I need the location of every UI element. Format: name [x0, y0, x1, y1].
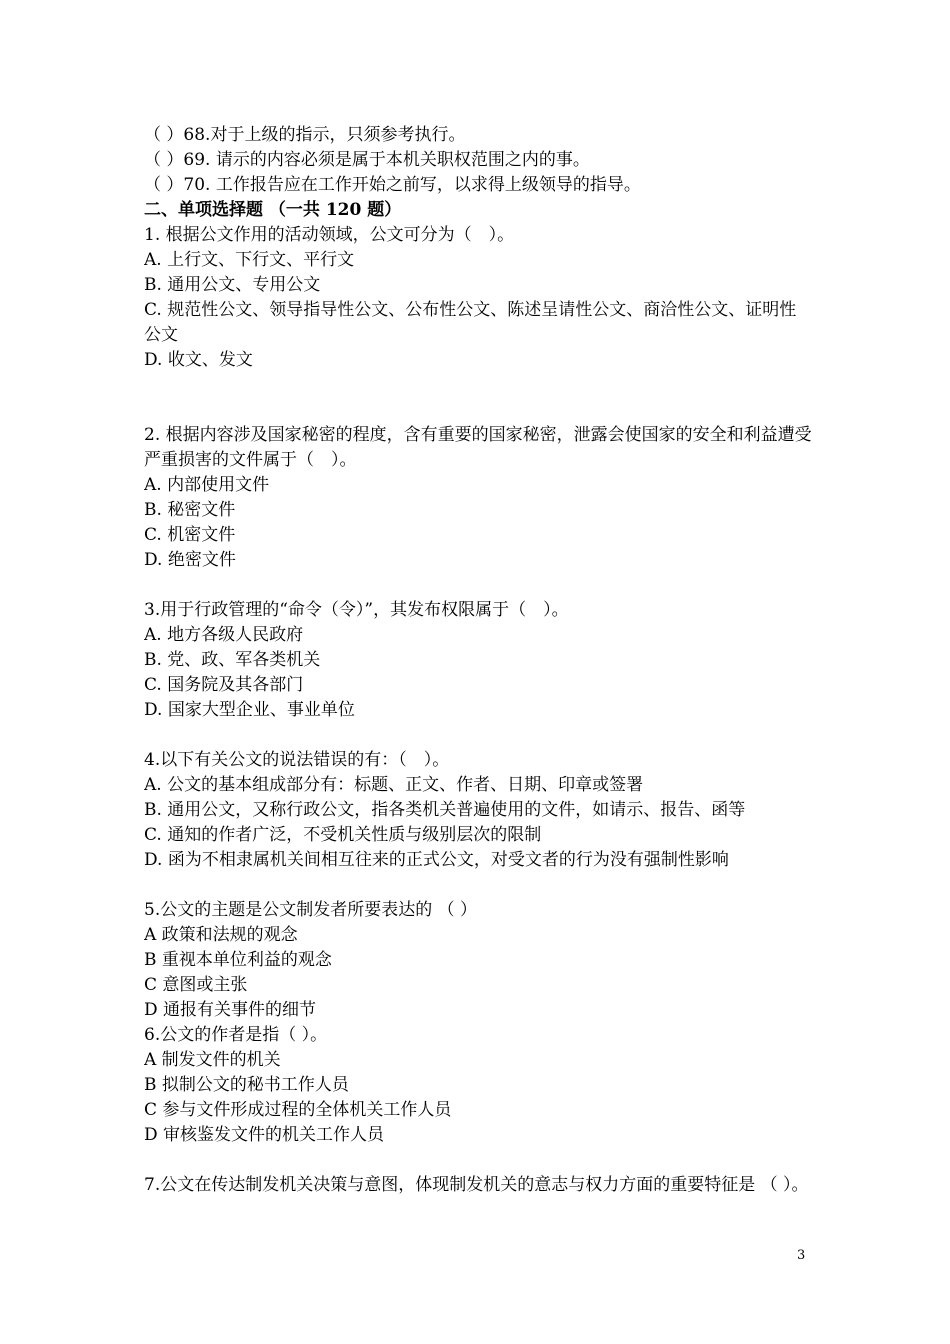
question-3-option-c: C. 国务院及其各部门 [144, 675, 304, 695]
question-5-option-b: B 重视本单位利益的观念 [144, 950, 332, 970]
spacer [144, 1148, 812, 1173]
document-body [144, 123, 812, 1198]
question-5-option-a: A 政策和法规的观念 [144, 925, 298, 945]
question-1-option-d: D. 收文、发文 [144, 350, 253, 370]
question-5-option-d: D 通报有关事件的细节 [144, 1000, 317, 1020]
question-5-stem: 5.公文的主题是公文制发者所要表达的 （ ） [144, 900, 478, 920]
spacer [144, 573, 812, 598]
question-6-option-a: A 制发文件的机关 [144, 1050, 281, 1070]
question-3-option-b: B. 党、政、军各类机关 [144, 650, 321, 670]
question-4-option-b: B. 通用公文，又称行政公文，指各类机关普遍使用的文件，如请示、报告、函等 [144, 800, 746, 820]
question-4-option-a: A. 公文的基本组成部分有：标题、正文、作者、日期、印章或签署 [144, 775, 644, 795]
question-2-stem: 2. 根据内容涉及国家秘密的程度，含有重要的国家秘密，泄露会使国家的安全和利益遭受严重损害的文件属于（ ）。 [144, 425, 812, 470]
question-4-option-d: D. 函为不相隶属机关间相互往来的正式公文，对受文者的行为没有强制性影响 [144, 850, 729, 870]
question-6-option-c: C 参与文件形成过程的全体机关工作人员 [144, 1100, 452, 1120]
question-6-option-b: B 拟制公文的秘书工作人员 [144, 1075, 349, 1095]
page-number: 3 [797, 1248, 806, 1263]
section-heading: 二、单项选择题 （一共 120 题） [144, 200, 402, 220]
tf-item-68: （ ）68.对于上级的指示，只须参考执行。 [144, 125, 466, 145]
question-2-option-d: D. 绝密文件 [144, 550, 236, 570]
spacer [144, 723, 812, 748]
question-1-option-b: B. 通用公文、专用公文 [144, 275, 321, 295]
question-1-option-a: A. 上行文、下行文、平行文 [144, 250, 355, 270]
question-7-stem: 7.公文在传达制发机关决策与意图，体现制发机关的意志与权力方面的重要特征是 （ ）。 [144, 1175, 809, 1195]
spacer [144, 373, 812, 398]
question-3-option-d: D. 国家大型企业、事业单位 [144, 700, 355, 720]
question-2-option-b: B. 秘密文件 [144, 500, 236, 520]
spacer [144, 398, 812, 423]
question-6-option-d: D 审核鉴发文件的机关工作人员 [144, 1125, 385, 1145]
question-2-option-c: C. 机密文件 [144, 525, 236, 545]
question-5-option-c: C 意图或主张 [144, 975, 248, 995]
question-6-stem: 6.公文的作者是指（ ）。 [144, 1025, 328, 1045]
spacer [144, 873, 812, 898]
question-4-option-c: C. 通知的作者广泛，不受机关性质与级别层次的限制 [144, 825, 542, 845]
tf-item-69: （ ）69. 请示的内容必须是属于本机关职权范围之内的事。 [144, 150, 590, 170]
question-1-option-c: C. 规范性公文、领导指导性公文、公布性公文、陈述呈请性公文、商洽性公文、证明性公文 [144, 300, 797, 345]
tf-item-70: （ ）70. 工作报告应在工作开始之前写，以求得上级领导的指导。 [144, 175, 641, 195]
question-2-option-a: A. 内部使用文件 [144, 475, 270, 495]
question-3-stem: 3.用于行政管理的“命令（令）”，其发布权限属于（ ）。 [144, 600, 569, 620]
question-4-stem: 4.以下有关公文的说法错误的有：（ ）。 [144, 750, 450, 770]
question-1-stem: 1. 根据公文作用的活动领域，公文可分为（ ）。 [144, 225, 515, 245]
question-3-option-a: A. 地方各级人民政府 [144, 625, 304, 645]
